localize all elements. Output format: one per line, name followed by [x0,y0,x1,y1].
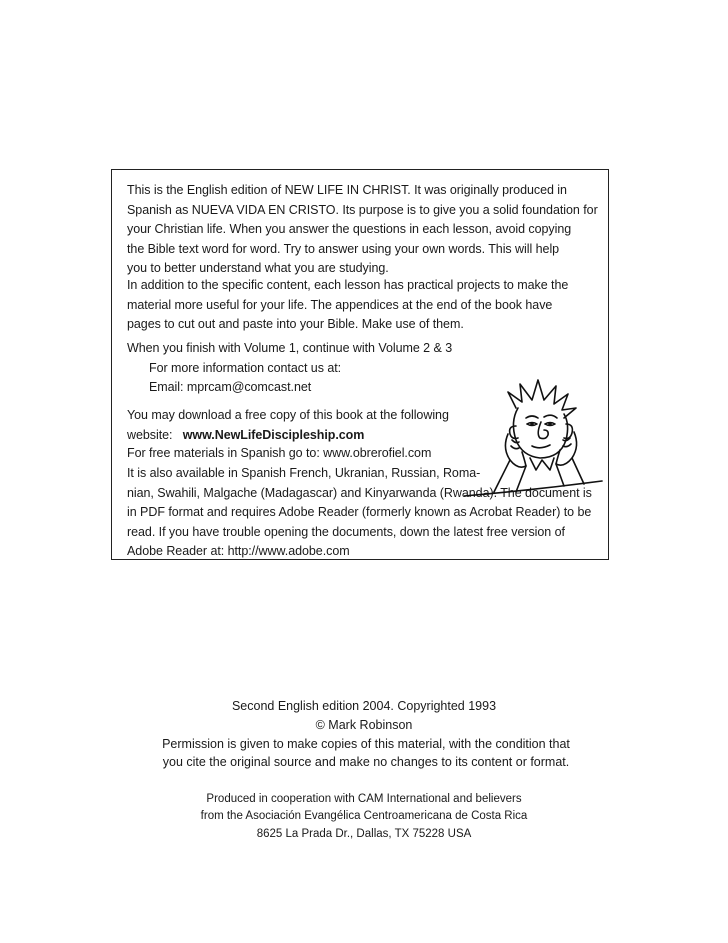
website-label: website: [127,427,173,442]
text-line: the Bible text word for word. Try to answer using your own words. This will help [127,241,560,256]
spanish-line: For free materials in Spanish go to: www.obrerofiel.com [127,446,432,460]
info-box [111,169,609,560]
thinking-man-illustration [464,378,612,498]
text-line: It is also available in Spanish French, Ukranian, Russian, Roma- [127,466,481,480]
author-line: © Mark Robinson [315,717,413,732]
text-line: you to better understand what you are studying. [127,261,389,276]
text-line: In addition to the specific content, each lesson has practical projects to make the [127,278,569,292]
text-line: nian, Swahili, Malgache (Madagascar) and Kinyarwanda (Rwanda). The document is [127,485,592,500]
intro-paragraph [127,181,598,279]
text-line: read. If you have trouble opening the documents, down the latest free version of [127,524,565,539]
contact-heading: For more information contact us at: [149,360,342,375]
projects-paragraph [127,276,568,335]
producer-line: Produced in cooperation with CAM International and believers [206,793,522,805]
text-line: This is the English edition of NEW LIFE IN CHRIST. It was originally produced in [127,183,567,197]
producer-notice [0,791,728,843]
text-line: material more useful for your life. The appendices at the end of the book have [127,297,553,312]
permission-line: you cite the original source and make no changes to its content or format. [162,755,570,770]
text-line: your Christian life. When you answer the questions in each lesson, avoid copying [127,222,572,237]
text-line: Spanish as NUEVA VIDA EN CRISTO. Its purpose is to give you a solid foundation for [127,202,598,217]
edition-line: Second English edition 2004. Copyrighted 1993 [231,699,497,713]
contact-email: Email: mprcam@comcast.net [149,380,312,395]
download-paragraph [127,406,449,445]
website-link[interactable]: www.NewLifeDiscipleship.com [182,427,365,442]
permission-line: Permission is given to make copies of this material, with the condition that [162,736,570,751]
spanish-paragraph [127,444,431,464]
text-line: Adobe Reader at: http://www.adobe.com [127,544,350,559]
website-line [127,426,449,446]
address-line: 8625 La Prada Dr., Dallas, TX 75228 USA [256,827,472,840]
volume-line: When you finish with Volume 1, continue with Volume 2 & 3 [127,341,453,355]
text-line: pages to cut out and paste into your Bible. Make use of them. [127,317,464,332]
download-line: You may download a free copy of this book at the following [127,408,449,422]
copyright-notice [0,697,728,772]
producer-line: from the Asociación Evangélica Centroamericana de Costa Rica [200,810,528,823]
text-line: in PDF format and requires Adobe Reader (formerly known as Acrobat Reader) to be [127,505,592,520]
volume-paragraph [127,339,452,398]
